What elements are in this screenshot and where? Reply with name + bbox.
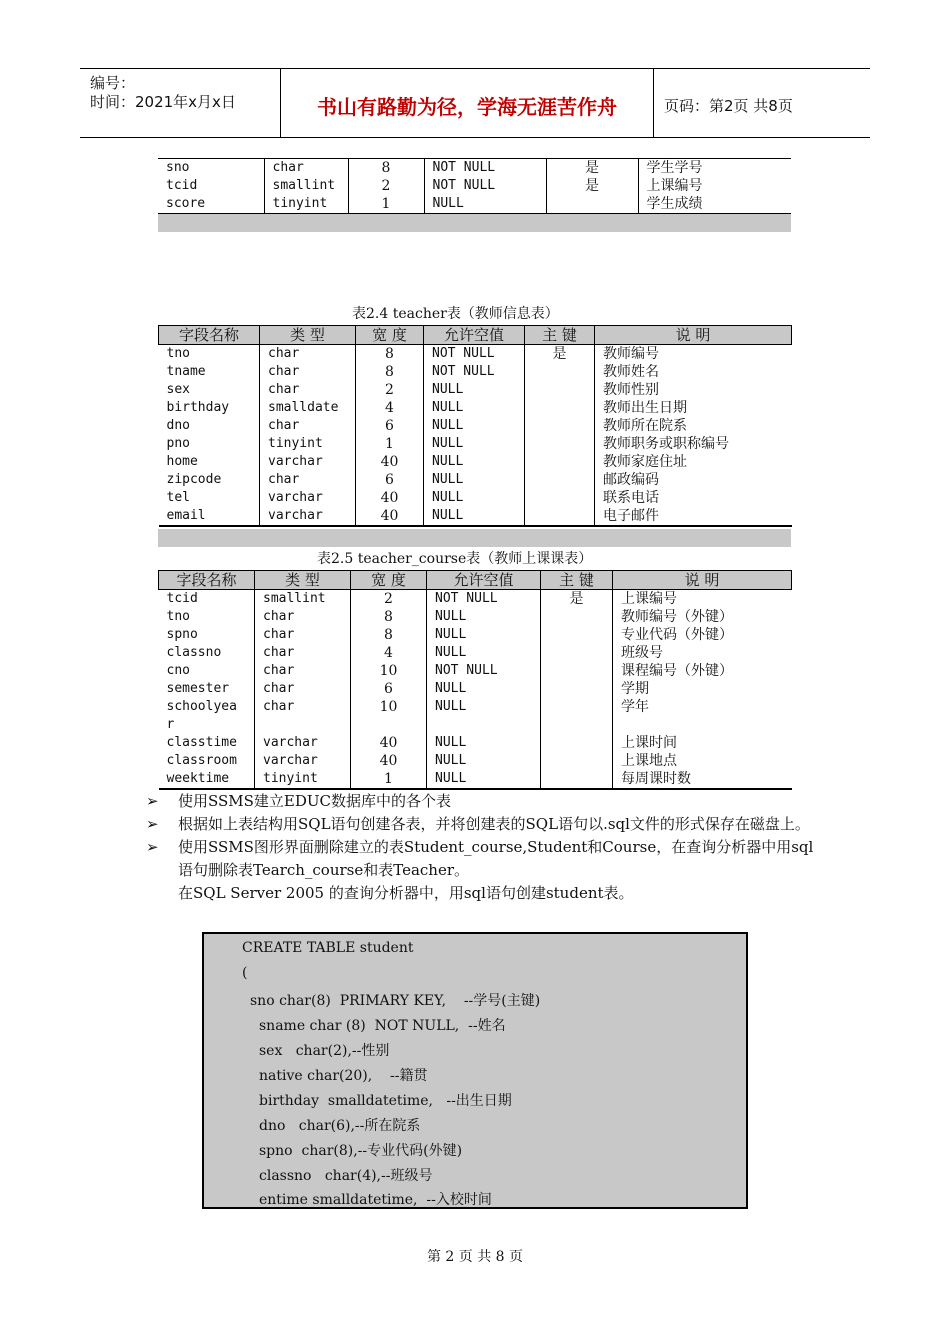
table-teacher	[158, 325, 792, 527]
table-cell: varchar	[260, 453, 356, 471]
table-cell	[525, 381, 595, 399]
table-cell: 学期	[613, 680, 792, 698]
code-line: birthday smalldatetime, --出生日期	[259, 1093, 512, 1109]
table-cell: char	[255, 698, 351, 716]
table-row	[158, 159, 791, 178]
table-cell: classtime	[166, 735, 237, 750]
table-cell	[613, 716, 792, 734]
table-cell: 2	[351, 590, 427, 609]
list-item-text: 使用SSMS图形界面删除建立的表Student_course,Student和Course，在查询分析器中用sql语句删除表Tearch_course和表Teacher。	[178, 838, 814, 879]
table-header-row	[159, 326, 792, 345]
table-row	[159, 345, 792, 364]
column-header: 字段名称	[159, 326, 260, 345]
header-left-cell	[80, 69, 281, 137]
table-row	[159, 770, 792, 789]
bullet-arrow-icon: ➢	[146, 815, 159, 833]
code-line: classno char(4),--班级号	[259, 1168, 433, 1184]
table-cell: r	[166, 717, 175, 732]
table-row	[159, 590, 792, 609]
table-cell	[525, 507, 595, 526]
table-body	[159, 345, 792, 527]
table-cell: NULL	[427, 698, 541, 716]
table-cell: 是	[541, 590, 613, 609]
table-row	[159, 680, 792, 698]
table-row	[159, 453, 792, 471]
table-shaded-footer	[158, 214, 791, 232]
table-teacher-course	[158, 570, 792, 790]
column-header: 主 键	[541, 571, 613, 590]
table-cell: 1	[356, 435, 424, 453]
table-cell: 40	[356, 453, 424, 471]
table-cell: dno	[166, 418, 190, 433]
code-line: sname char (8) NOT NULL, --姓名	[259, 1018, 506, 1034]
doc-number-label: 编号：	[90, 74, 136, 92]
table-cell: NULL	[424, 381, 525, 399]
column-header: 宽 度	[356, 326, 424, 345]
column-header: 字段名称	[159, 571, 255, 590]
table-cell: 学生学号	[638, 159, 791, 178]
table-cell	[546, 195, 638, 214]
sql-code-box	[202, 932, 748, 1209]
table-cell	[525, 417, 595, 435]
table-cell: NULL	[424, 471, 525, 489]
table-cell: char	[260, 417, 356, 435]
table-cell: 8	[351, 608, 427, 626]
bullet-arrow-icon: ➢	[146, 792, 159, 810]
table-row	[159, 644, 792, 662]
table-cell: 教师编号（外键）	[613, 608, 792, 626]
table-row	[159, 435, 792, 453]
table-cell: 10	[351, 698, 427, 716]
table-cell: tinyint	[255, 770, 351, 789]
table-cell: cno	[166, 663, 190, 678]
table-cell: tel	[166, 490, 190, 505]
page-footer: 第 2 页 共 8 页	[426, 1249, 524, 1265]
table-shaded-footer	[158, 529, 791, 547]
list-item	[140, 813, 820, 836]
table-cell: smallint	[264, 177, 348, 195]
table-row	[159, 608, 792, 626]
table-cell	[525, 435, 595, 453]
table-cell: 电子邮件	[595, 507, 792, 526]
table-cell: NULL	[427, 644, 541, 662]
table-cell: 教师性别	[595, 381, 792, 399]
table-cell	[541, 662, 613, 680]
table-header-row	[159, 571, 792, 590]
code-line: native char(20), --籍贯	[259, 1068, 428, 1084]
table-body	[158, 159, 791, 215]
table-cell: classroom	[166, 753, 237, 768]
table-cell: weektime	[159, 770, 255, 789]
table-cell	[525, 399, 595, 417]
table-cell	[541, 770, 613, 789]
table-cell: NOT NULL	[427, 590, 541, 609]
table-cell: char	[255, 662, 351, 680]
table-cell: 40	[356, 507, 424, 526]
table-cell: NOT NULL	[424, 159, 546, 178]
code-line: sex char(2),--性别	[259, 1043, 390, 1059]
table-cell: tno	[166, 346, 190, 361]
table-row	[159, 662, 792, 680]
table-cell: 教师编号	[595, 345, 792, 364]
table-cell: sex	[166, 382, 190, 397]
table-cell: 1	[348, 195, 424, 214]
table-cell	[525, 489, 595, 507]
table-cell: 上课编号	[613, 590, 792, 609]
header-page-label: 页码：第2页 共8页	[664, 97, 793, 115]
table-cell: 邮政编码	[595, 471, 792, 489]
table-cell: NULL	[427, 752, 541, 770]
table-student-course-tail	[158, 158, 791, 215]
table-row	[159, 489, 792, 507]
table-row	[159, 507, 792, 526]
table-cell: 教师所在院系	[595, 417, 792, 435]
code-line: sno char(8) PRIMARY KEY, --学号(主键)	[250, 993, 541, 1009]
table-row	[159, 471, 792, 489]
table-cell: birthday	[166, 400, 230, 415]
table-cell	[541, 698, 613, 716]
column-header: 类 型	[255, 571, 351, 590]
table-cell: char	[260, 345, 356, 364]
table-cell: varchar	[255, 734, 351, 752]
table-cell: 8	[356, 345, 424, 364]
table-row	[159, 752, 792, 770]
table-row	[159, 698, 792, 716]
table-2-4-caption: 表2.4 teacher表（教师信息表）	[352, 306, 559, 322]
table-cell: 40	[356, 489, 424, 507]
table-cell: schoolyea	[166, 699, 237, 714]
table-cell	[541, 644, 613, 662]
table-cell	[525, 471, 595, 489]
table-cell: 6	[356, 417, 424, 435]
table-cell: smallint	[255, 590, 351, 609]
code-line: entime smalldatetime, --入校时间	[259, 1192, 492, 1208]
table-cell: 2	[348, 177, 424, 195]
table-cell: 是	[546, 177, 638, 195]
table-cell: NULL	[427, 608, 541, 626]
table-cell	[541, 626, 613, 644]
instruction-note: 在SQL Server 2005 的查询分析器中，用sql语句创建student表。	[178, 884, 634, 902]
table-cell: 6	[351, 680, 427, 698]
table-row	[159, 417, 792, 435]
table-cell: tcid	[166, 178, 198, 193]
table-cell: 上课编号	[638, 177, 791, 195]
column-header: 宽 度	[351, 571, 427, 590]
table-cell: smalldate	[260, 399, 356, 417]
table-cell: char	[264, 159, 348, 178]
table-cell: 8	[351, 626, 427, 644]
table-cell: tname	[166, 364, 206, 379]
list-item-text: 根据如上表结构用SQL语句创建各表，并将创建表的SQL语句以.sql文件的形式保存在磁盘上。	[178, 815, 810, 833]
column-header: 类 型	[260, 326, 356, 345]
table-cell: tinyint	[260, 435, 356, 453]
table-cell: 教师出生日期	[595, 399, 792, 417]
table-cell	[541, 734, 613, 752]
table-cell: char	[260, 363, 356, 381]
table-cell: 6	[356, 471, 424, 489]
table-cell: varchar	[260, 489, 356, 507]
table-row	[159, 716, 792, 734]
table-cell: NULL	[427, 734, 541, 752]
table-cell: pno	[166, 436, 190, 451]
table-cell: 班级号	[613, 644, 792, 662]
column-header: 说 明	[613, 571, 792, 590]
table-cell: 课程编号（外键）	[613, 662, 792, 680]
table-cell: 4	[356, 399, 424, 417]
table-cell	[541, 752, 613, 770]
table-cell: NULL	[424, 453, 525, 471]
table-cell: NULL	[424, 195, 546, 214]
table-cell: char	[255, 680, 351, 698]
table-cell: zipcode	[166, 472, 222, 487]
instruction-list	[140, 790, 820, 905]
table-cell: 是	[525, 345, 595, 364]
table-cell	[427, 716, 541, 734]
code-line: dno char(6),--所在院系	[259, 1118, 421, 1134]
table-cell: 教师职务或职称编号	[595, 435, 792, 453]
list-item-text: 使用SSMS建立EDUC数据库中的各个表	[178, 792, 452, 810]
table-cell: char	[255, 626, 351, 644]
table-body	[159, 590, 792, 790]
table-cell: 4	[351, 644, 427, 662]
table-cell: 学生成绩	[638, 195, 791, 214]
table-row	[159, 381, 792, 399]
table-cell: 上课时间	[613, 734, 792, 752]
table-cell: classno	[166, 645, 222, 660]
table-row	[159, 399, 792, 417]
table-cell	[525, 453, 595, 471]
table-cell: NULL	[424, 489, 525, 507]
table-row	[158, 195, 791, 214]
table-cell: sno	[166, 160, 190, 175]
table-cell: 专业代码（外键）	[613, 626, 792, 644]
table-cell: 10	[351, 662, 427, 680]
column-header: 允许空值	[427, 571, 541, 590]
table-cell: 8	[348, 159, 424, 178]
table-cell: char	[260, 471, 356, 489]
header-motto: 书山有路勤为径，学海无涯苦作舟	[317, 95, 617, 119]
table-cell: varchar	[260, 507, 356, 526]
table-cell: NULL	[424, 417, 525, 435]
doc-date-label: 时间：2021年x月x日	[90, 93, 236, 111]
table-row	[158, 177, 791, 195]
column-header: 主 键	[525, 326, 595, 345]
code-line: (	[242, 965, 248, 981]
table-cell: NOT NULL	[427, 662, 541, 680]
table-cell: NULL	[424, 435, 525, 453]
table-cell: 每周课时数	[613, 770, 792, 789]
table-row	[159, 734, 792, 752]
table-cell: NOT NULL	[424, 177, 546, 195]
table-cell: score	[158, 195, 264, 214]
table-cell: spno	[166, 627, 198, 642]
table-cell: NULL	[427, 626, 541, 644]
table-cell	[525, 363, 595, 381]
column-header: 说 明	[595, 326, 792, 345]
table-cell: 是	[546, 159, 638, 178]
table-cell: NOT NULL	[424, 345, 525, 364]
table-cell	[255, 716, 351, 734]
table-cell: tcid	[166, 591, 198, 606]
table-cell: varchar	[255, 752, 351, 770]
page-header	[80, 68, 870, 138]
table-cell: NULL	[424, 507, 525, 526]
table-cell: char	[260, 381, 356, 399]
table-cell: tno	[166, 609, 190, 624]
table-cell	[351, 716, 427, 734]
table-cell: 学年	[613, 698, 792, 716]
list-item	[140, 790, 820, 813]
table-cell: 上课地点	[613, 752, 792, 770]
table-cell: 8	[356, 363, 424, 381]
table-2-5-caption: 表2.5 teacher_course表（教师上课课表）	[317, 551, 593, 567]
table-cell: char	[255, 608, 351, 626]
table-cell: 40	[351, 752, 427, 770]
table-cell: home	[166, 454, 198, 469]
code-line: spno char(8),--专业代码(外键)	[259, 1143, 463, 1159]
table-cell: 40	[351, 734, 427, 752]
table-cell: NULL	[427, 680, 541, 698]
table-cell	[541, 680, 613, 698]
table-cell: tinyint	[264, 195, 348, 214]
list-item	[140, 836, 820, 882]
table-row	[159, 363, 792, 381]
header-center-cell	[281, 69, 654, 137]
header-right-cell	[654, 69, 870, 137]
column-header: 允许空值	[424, 326, 525, 345]
table-cell: email	[159, 507, 260, 526]
table-cell	[541, 716, 613, 734]
table-cell: 教师姓名	[595, 363, 792, 381]
table-cell: 1	[351, 770, 427, 789]
table-cell: 联系电话	[595, 489, 792, 507]
table-cell: NOT NULL	[424, 363, 525, 381]
table-row	[159, 626, 792, 644]
table-cell: 教师家庭住址	[595, 453, 792, 471]
table-cell: semester	[166, 681, 230, 696]
table-cell: 2	[356, 381, 424, 399]
bullet-arrow-icon: ➢	[146, 838, 159, 856]
table-cell: NULL	[427, 770, 541, 789]
code-line: CREATE TABLE student	[242, 940, 414, 956]
table-cell: char	[255, 644, 351, 662]
table-cell	[541, 608, 613, 626]
table-cell: NULL	[424, 399, 525, 417]
